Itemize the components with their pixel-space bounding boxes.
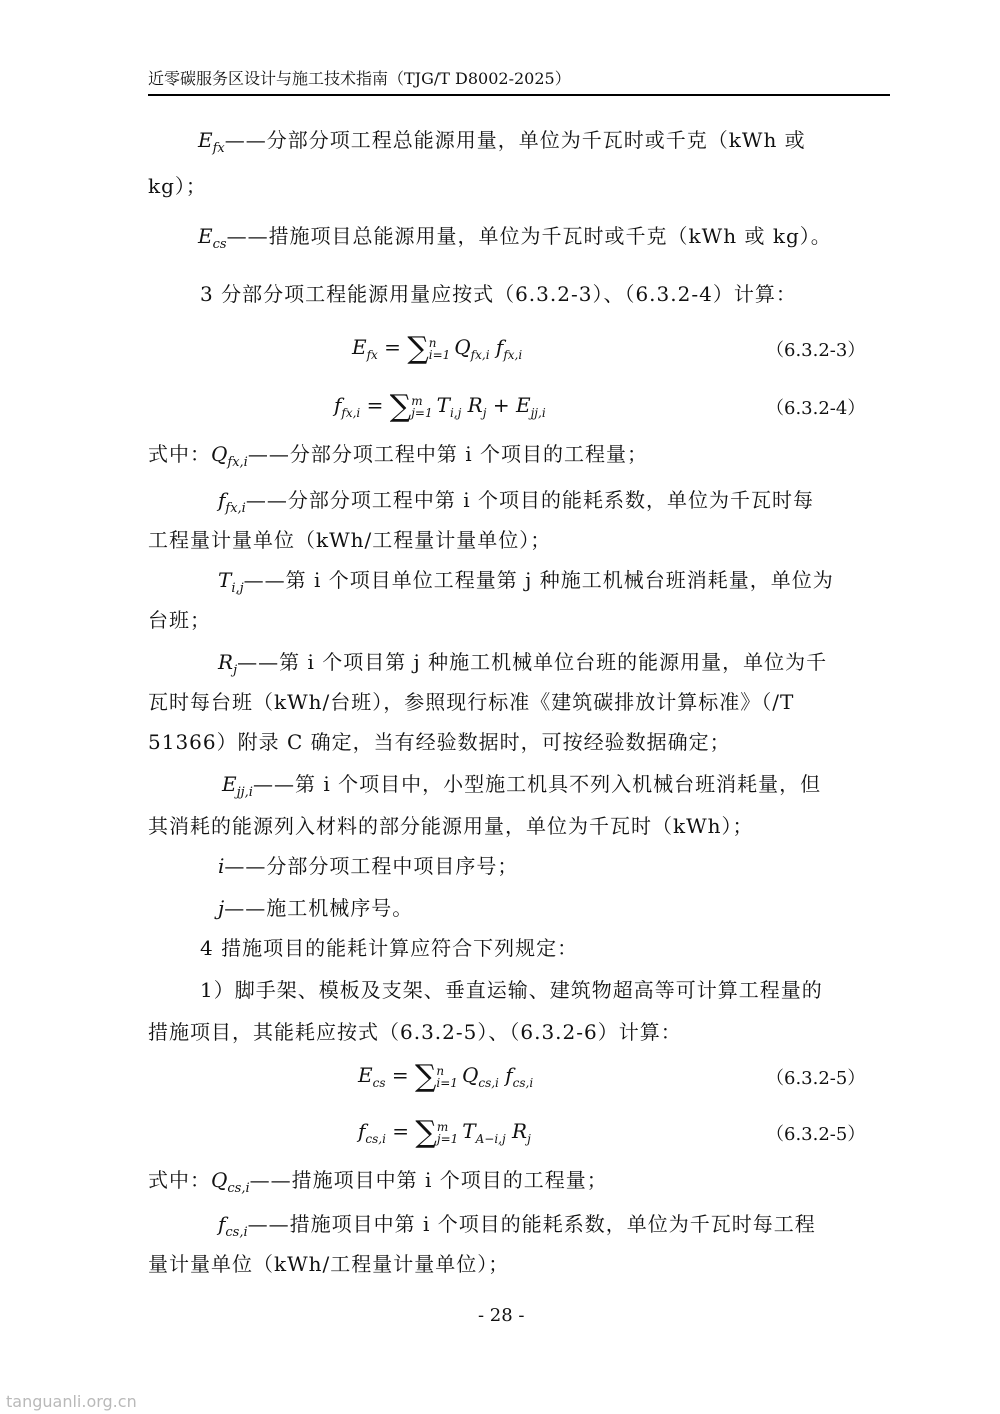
i-definition	[218, 852, 518, 880]
fcs-continuation: 量计量单位（kWh/工程量计量单位）；	[148, 1252, 510, 1276]
ejj-definition	[222, 770, 821, 807]
rj-continuation-2: 51366）附录 C 确定，当有经验数据时，可按经验数据确定；	[148, 730, 731, 754]
qfx-definition	[148, 440, 648, 477]
efx-continuation: kg）；	[148, 174, 207, 198]
equation-number-6: （6.3.2-5）	[766, 1124, 866, 1145]
ecs-description: ——措施项目总能源用量，单位为千瓦时或千克（kWh 或 kg）。	[226, 224, 832, 248]
ffx-description: ——分部分项工程中第 i 个项目的能耗系数，单位为千瓦时每	[245, 488, 814, 512]
where-label: 式中：	[148, 442, 211, 466]
tij-definition	[218, 566, 834, 603]
rj-description: ——第 i 个项目第 j 种施工机械单位台班的能源用量，单位为千	[237, 650, 828, 674]
ffx-continuation: 工程量计量单位（kWh/工程量计量单位）；	[148, 528, 552, 552]
ejj-continuation: 其消耗的能源列入材料的部分能源用量，单位为千瓦时（kWh）；	[148, 814, 754, 838]
equation-6-3-2-4: $f_{fx,i}$ = ∑ m j=1 $T_{i,j}$ $R_j + E_{jj,i}$	[334, 389, 546, 424]
tij-continuation: 台班；	[148, 608, 211, 632]
tij-description: ——第 i 个项目单位工程量第 j 种施工机械台班消耗量，单位为	[243, 568, 834, 592]
fcs-description: ——措施项目中第 i 个项目的能耗系数，单位为千瓦时每工程	[247, 1212, 816, 1236]
ffx-definition	[218, 486, 814, 523]
j-symbol: j	[218, 896, 225, 920]
fcs-definition	[218, 1210, 816, 1247]
j-description: ——施工机械序号。	[224, 896, 414, 920]
qcs-symbol: $Q_{cs,i}$	[211, 1168, 250, 1196]
item-1: 1）脚手架、模板及支架、垂直运输、建筑物超高等可计算工程量的	[200, 978, 823, 1002]
ecs-definition	[198, 222, 832, 259]
ejj-description: ——第 i 个项目中，小型施工机具不列入机械台班消耗量，但	[252, 772, 822, 796]
clause-3: 3 分部分项工程能源用量应按式（6.3.2-3）、（6.3.2-4）计算：	[200, 282, 797, 306]
rj-symbol: $R_j$	[218, 650, 238, 678]
j-definition	[218, 894, 413, 922]
i-symbol: i	[218, 854, 225, 878]
where-label-2: 式中：	[148, 1168, 211, 1192]
page-number: - 28 -	[478, 1305, 525, 1326]
running-header: 近零碳服务区设计与施工技术指南（TJG/T D8002-2025）	[148, 66, 890, 96]
equation-6-3-2-5: $E_{cs}$ = ∑ n i=1 $Q_{cs,i}$ $f_{cs,i}$	[358, 1059, 534, 1094]
clause-4: 4 措施项目的能耗计算应符合下列规定：	[200, 936, 579, 960]
tij-symbol: $T_{i,j}$	[218, 568, 244, 596]
equation-number-5: （6.3.2-5）	[766, 1068, 866, 1089]
rj-definition	[218, 648, 827, 685]
qfx-symbol: $Q_{fx,i}$	[211, 442, 248, 470]
equation-6-3-2-6: $f_{cs,i}$ = ∑ m j=1 $T_{A-i,j}$ $R_j$	[358, 1115, 531, 1150]
qcs-description: ——措施项目中第 i 个项目的工程量；	[249, 1168, 608, 1192]
equation-number-3: （6.3.2-3）	[766, 340, 866, 361]
equation-6-3-2-3: $E_{fx}$ = ∑ n i=1 $Q_{fx,i}$ $f_{fx,i}$	[352, 331, 523, 366]
watermark: tanguanli.org.cn	[6, 1392, 137, 1411]
equation-number-4: （6.3.2-4）	[766, 398, 866, 419]
rj-continuation-1: 瓦时每台班（kWh/台班），参照现行标准《建筑碳排放计算标准》（/T	[148, 690, 795, 714]
efx-description: ——分部分项工程总能源用量，单位为千瓦时或千克（kWh 或	[224, 128, 806, 152]
qcs-definition	[148, 1166, 608, 1203]
ejj-symbol: $E_{jj,i}$	[222, 772, 253, 800]
fcs-symbol: $f_{cs,i}$	[218, 1212, 248, 1240]
i-description: ——分部分项工程中项目序号；	[224, 854, 519, 878]
item-1-continuation: 措施项目，其能耗应按式（6.3.2-5）、（6.3.2-6）计算：	[148, 1020, 682, 1044]
ecs-symbol: $E_{cs}$	[198, 224, 227, 252]
ffx-symbol: $f_{fx,i}$	[218, 488, 246, 516]
qfx-description: ——分部分项工程中第 i 个项目的工程量；	[247, 442, 648, 466]
efx-symbol: $E_{fx}$	[198, 128, 225, 156]
efx-definition	[198, 126, 806, 163]
